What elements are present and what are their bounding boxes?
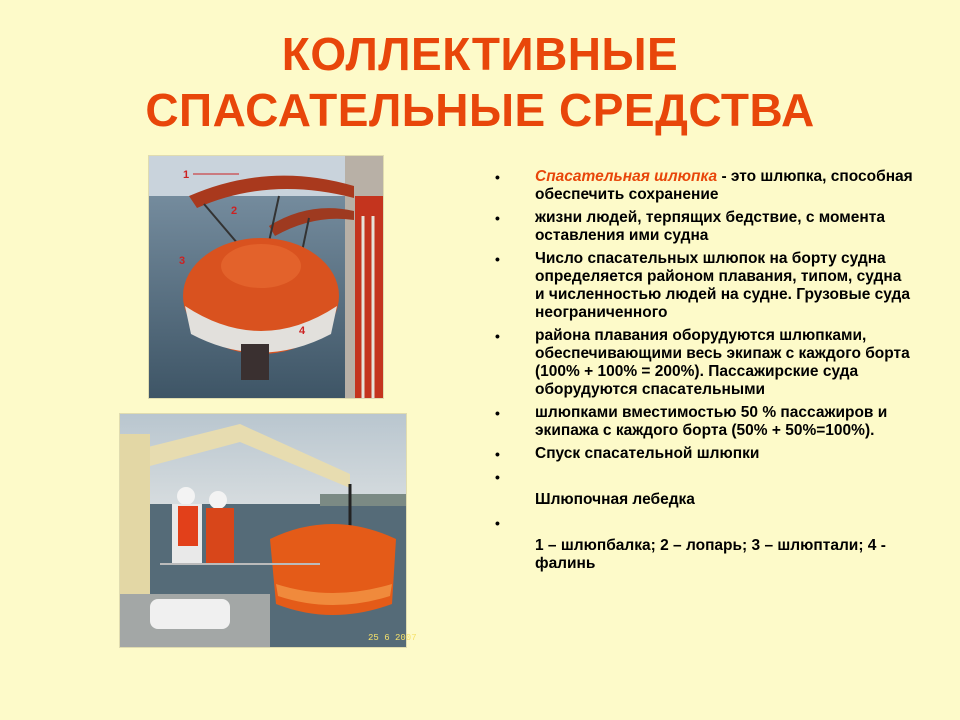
term-lifeboat: Спасательная шлюпка (535, 168, 718, 185)
photo-timestamp: 25 6 2007 (368, 633, 417, 643)
marker-2: 2 (231, 205, 238, 217)
bullet-dot: • (495, 405, 500, 421)
slide-title (0, 26, 960, 138)
bullet-item (493, 327, 913, 399)
bullet-item (493, 250, 913, 322)
bullet-dot: • (495, 210, 500, 226)
bullet-dot: • (495, 169, 500, 185)
marker-3: 3 (179, 255, 186, 267)
bullet-list (493, 168, 913, 578)
bullet-item (493, 537, 913, 573)
bullet-dot: • (495, 328, 500, 344)
bullet-dot: • (495, 469, 500, 485)
bullet-text: Число спасательных шлюпок на борту судна определяется районом плавания, типом, судна и численностью людей на судне. Грузовые суда неограниченного (535, 250, 910, 321)
bullet-item (493, 491, 913, 509)
marker-4: 4 (299, 325, 306, 337)
bullet-item (493, 514, 913, 532)
lifeboat-davit-photo (148, 155, 384, 399)
bullet-item (493, 168, 913, 204)
bullet-dot: • (495, 515, 500, 531)
bullet-text: Спуск спасательной шлюпки (535, 445, 760, 462)
marker-1: 1 (183, 169, 190, 181)
bullet-text: шлюпками вместимостью 50 % пассажиров и экипажа с каждого борта (50% + 50%=100%). (535, 404, 888, 439)
bullet-text: района плавания оборудуются шлюпками, обеспечивающими весь экипаж с каждого борта (100% + 100% = 200%). Пассажирские суда оборудуются спасательными (535, 327, 910, 398)
bullet-item (493, 209, 913, 245)
title-line-1: КОЛЛЕКТИВНЫЕ (281, 28, 679, 80)
bullet-dot: • (495, 446, 500, 462)
bullet-text: жизни людей, терпящих бедствие, с момента оставления ими судна (535, 209, 885, 244)
bullet-text: 1 – шлюпбалка; 2 – лопарь; 3 – шлюптали; 4 - фалинь (535, 537, 886, 572)
bullet-item (493, 468, 913, 486)
lifeboat-lowering-photo (119, 413, 417, 648)
bullet-dot: • (495, 251, 500, 267)
bullet-text: Шлюпочная лебедка (535, 491, 695, 508)
bullet-text: - это шлюпка, способная обеспечить сохранение (535, 168, 913, 203)
bullet-item (493, 445, 913, 463)
bullet-item (493, 404, 913, 440)
title-line-2: СПАСАТЕЛЬНЫЕ СРЕДСТВА (145, 84, 815, 136)
